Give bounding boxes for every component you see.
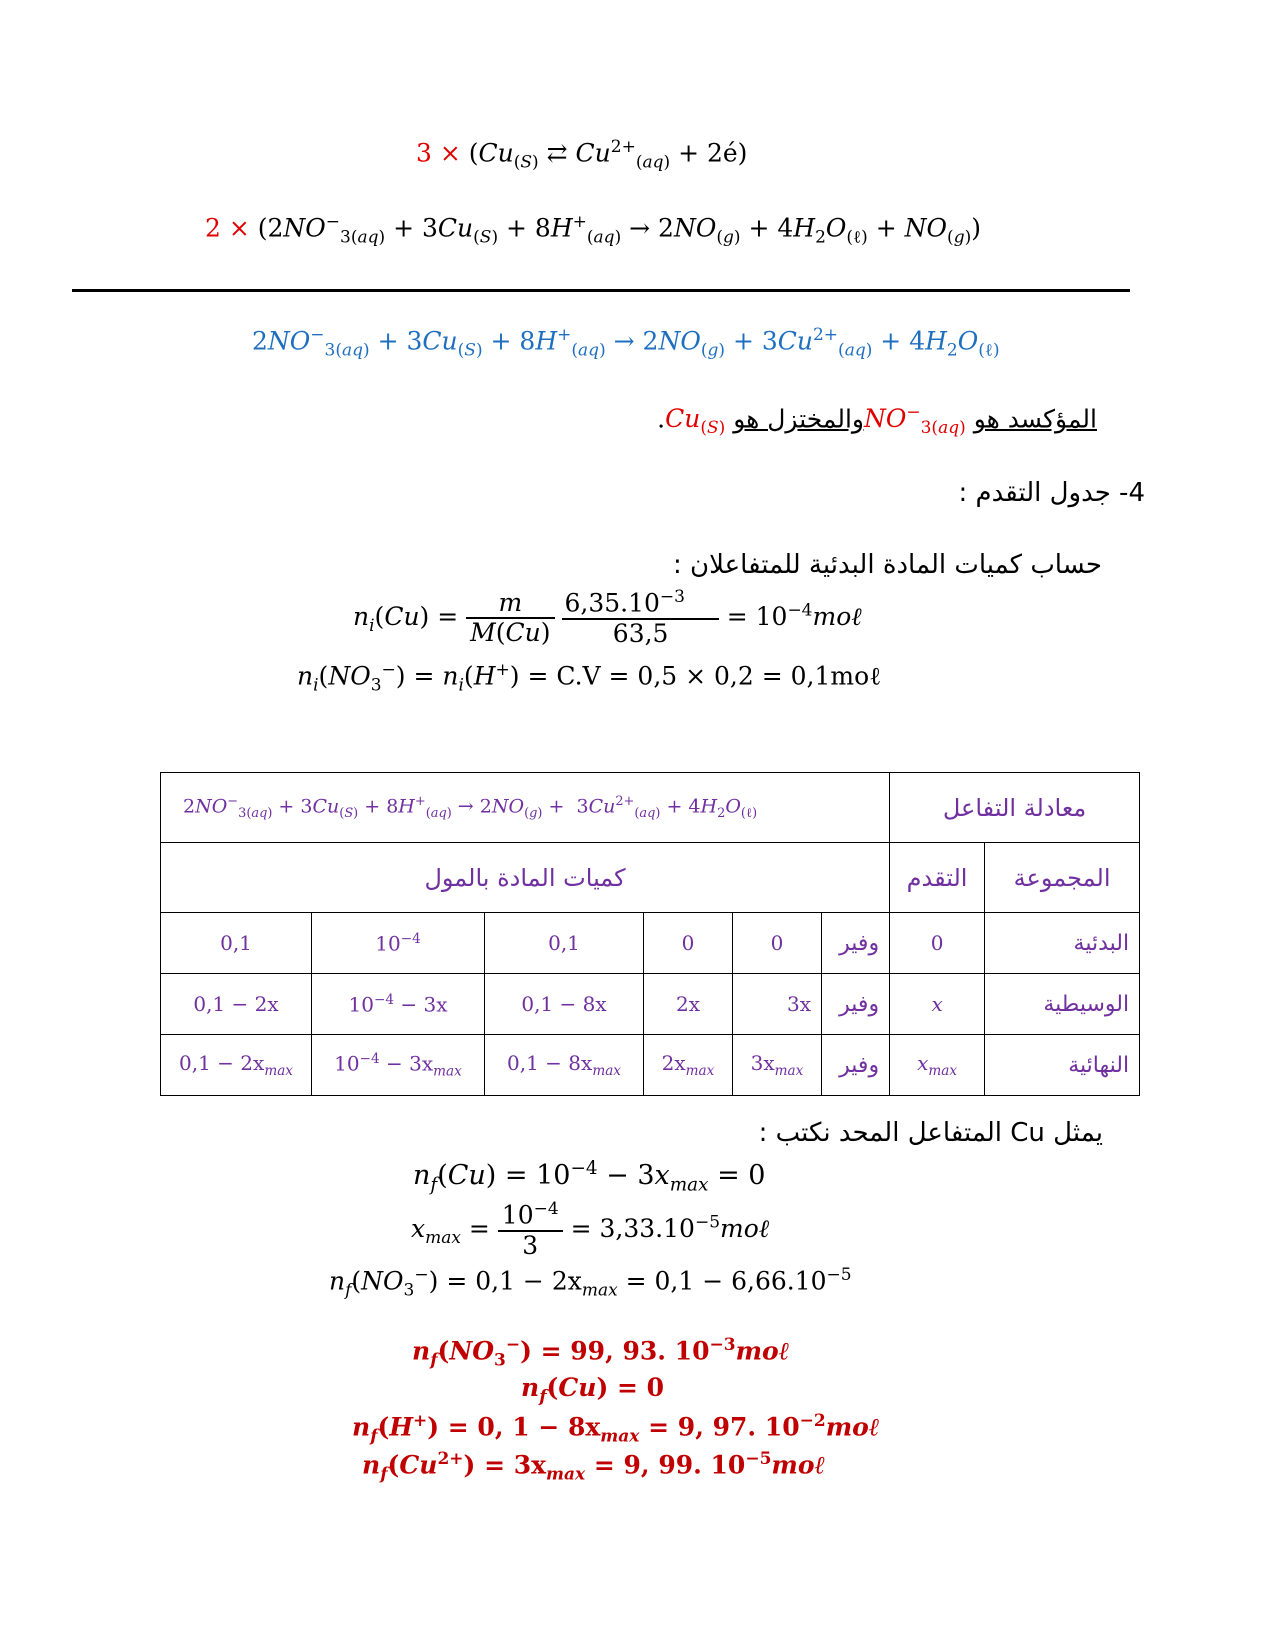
half-equation-oxidation: $3 \times (Cu_{(S)}$ ⇄ $Cu^{2+}_{(aq)}$ + 2é)	[416, 137, 748, 173]
result-nf-h: $n_f(H^+) = 0$, $1 - 8x_{max} = 9$, 97. $10^{-2}mo\ell$	[352, 1411, 880, 1447]
cell-h: 0,1	[485, 913, 644, 974]
half-red-factor: 2 ×	[205, 213, 250, 243]
cell-h2o: وفير	[822, 913, 890, 974]
cell-state: الوسيطية	[985, 974, 1140, 1035]
cell-no: 2x	[644, 974, 733, 1035]
result-nf-no3: $n_f(NO_3^-) = 99$, 93. $10^{-3}mo\ell$	[412, 1335, 790, 1371]
n-no3-value: = C.V = 0,5 × 0,2 = 0,1moℓ	[527, 661, 882, 691]
cell-h: $0,1 - 8x_{max}$	[485, 1035, 644, 1096]
molar-mass-value: 63,5	[612, 619, 669, 649]
table-row	[161, 974, 1140, 1035]
xmax-equation: $x_{max}$ = $\frac{10^{-4}}{3}$ = $3,33.10^{-5}mo\ell$	[411, 1199, 770, 1261]
nf-no3-equation: $n_f(NO_3^-) = 0,1 - 2x_{max} = 0,1 - 6,66.10^{-5}$	[329, 1265, 852, 1301]
cell-state: النهائية	[985, 1035, 1140, 1096]
section-title: 4- جدول التقدم :	[958, 478, 1145, 508]
oxidant-label: المؤكسد هو	[973, 404, 1097, 434]
cell-h2o: وفير	[822, 974, 890, 1035]
result-nf-cu2: $n_f(Cu^{2+}) = 3x_{max} = 9$, 99. $10^{-5}mo\ell$	[362, 1449, 826, 1485]
half-ox-factor: 3 ×	[416, 138, 461, 168]
limiting-sentence: يمثل Cu المتفاعل المحد نكتب :	[758, 1118, 1103, 1148]
cell-cu2: $3x_{max}$	[733, 1035, 822, 1096]
n-no3-calculation: $n_i(NO_3^-) = n_i(H^+) = C.V = 0,5 \times 0,2$ = 0,1moℓ	[297, 660, 882, 696]
oxidant-reductant-sentence: المؤكسد هو $NO^-_{3(aq)}والمختزل$ هو $Cu_{(S)}$.	[657, 403, 1097, 439]
cell-advance: 0	[890, 913, 985, 974]
n-cu-calculation: $n_i(Cu)$ = $\frac{m}{M(Cu)}$ $\frac{6,35.10^{-3}}{63,5}$ = $10^{-4}mo\ell$	[353, 587, 862, 649]
cell-no: $2x_{max}$	[644, 1035, 733, 1096]
nf-cu-equation: $n_f(Cu) = 10^{-4} - 3x_{max} = 0$	[413, 1158, 766, 1196]
reaction-label-cell: معادلة التفاعل	[890, 773, 1140, 843]
advance-label-cell: التقدم	[890, 843, 985, 913]
n-cu-result-exp: −4	[787, 600, 813, 621]
group-label-cell: المجموعة	[985, 843, 1140, 913]
amounts-label-cell: كميات المادة بالمول	[161, 843, 890, 913]
n-cu-result: 10	[755, 601, 788, 631]
cell-cu: $10^{-4}$	[312, 913, 485, 974]
initial-amounts-title: حساب كميات المادة البدئية للمتفاعلان :	[673, 550, 1102, 580]
cell-no3: 0,1 − 2x	[161, 974, 312, 1035]
table-row	[161, 913, 1140, 974]
cell-advance: $x_{max}$	[890, 1035, 985, 1096]
mass-symbol: m	[498, 587, 523, 617]
reductant-label: والمختزل هو	[733, 404, 864, 434]
cell-advance: x	[890, 974, 985, 1035]
global-equation: $2NO^-_{3(aq)} + 3Cu_{(S)} + 8H^+_{(aq)} \to 2NO_{(g)} + 3Cu^{2+}_{(aq)} + 4H_2O_{(\ell)}$	[252, 325, 1000, 361]
cell-no3: $0,1 - 2x_{max}$	[161, 1035, 312, 1096]
cell-no3: 0,1	[161, 913, 312, 974]
n-cu-unit: moℓ	[812, 601, 862, 631]
cell-cu: $10^{-4} - 3x_{max}$	[312, 1035, 485, 1096]
cell-cu2: 3x	[733, 974, 822, 1035]
cell-cu: $10^{-4} - 3x$	[312, 974, 485, 1035]
result-nf-cu: $n_f(Cu) = 0$	[521, 1373, 665, 1407]
mass-value: 6,35.10	[564, 588, 660, 618]
cell-cu2: 0	[733, 913, 822, 974]
advancement-table	[160, 772, 1140, 1096]
cell-state: البدئية	[985, 913, 1140, 974]
half-equation-reduction: $2 \times (2NO^-_{3(aq)} + 3Cu_{(S)} + 8H^+_{(aq)} \to 2NO_{(g)} + 4H_2O_{(\ell)} + NO_{(g)})$	[205, 212, 981, 248]
cell-h2o: وفير	[822, 1035, 890, 1096]
divider-line	[72, 289, 1130, 292]
cell-h: 0,1 − 8x	[485, 974, 644, 1035]
cell-no: 0	[644, 913, 733, 974]
table-row	[161, 1035, 1140, 1096]
mass-exp: −3	[659, 587, 685, 607]
reaction-equation-cell: $2NO^-_{3(aq)} + 3Cu_{(S)} + 8H^+_{(aq)} \to 2NO_{(g)} + 3Cu^{2+}_{(aq)} + 4H_2O_{(\ell)}$	[161, 773, 890, 843]
